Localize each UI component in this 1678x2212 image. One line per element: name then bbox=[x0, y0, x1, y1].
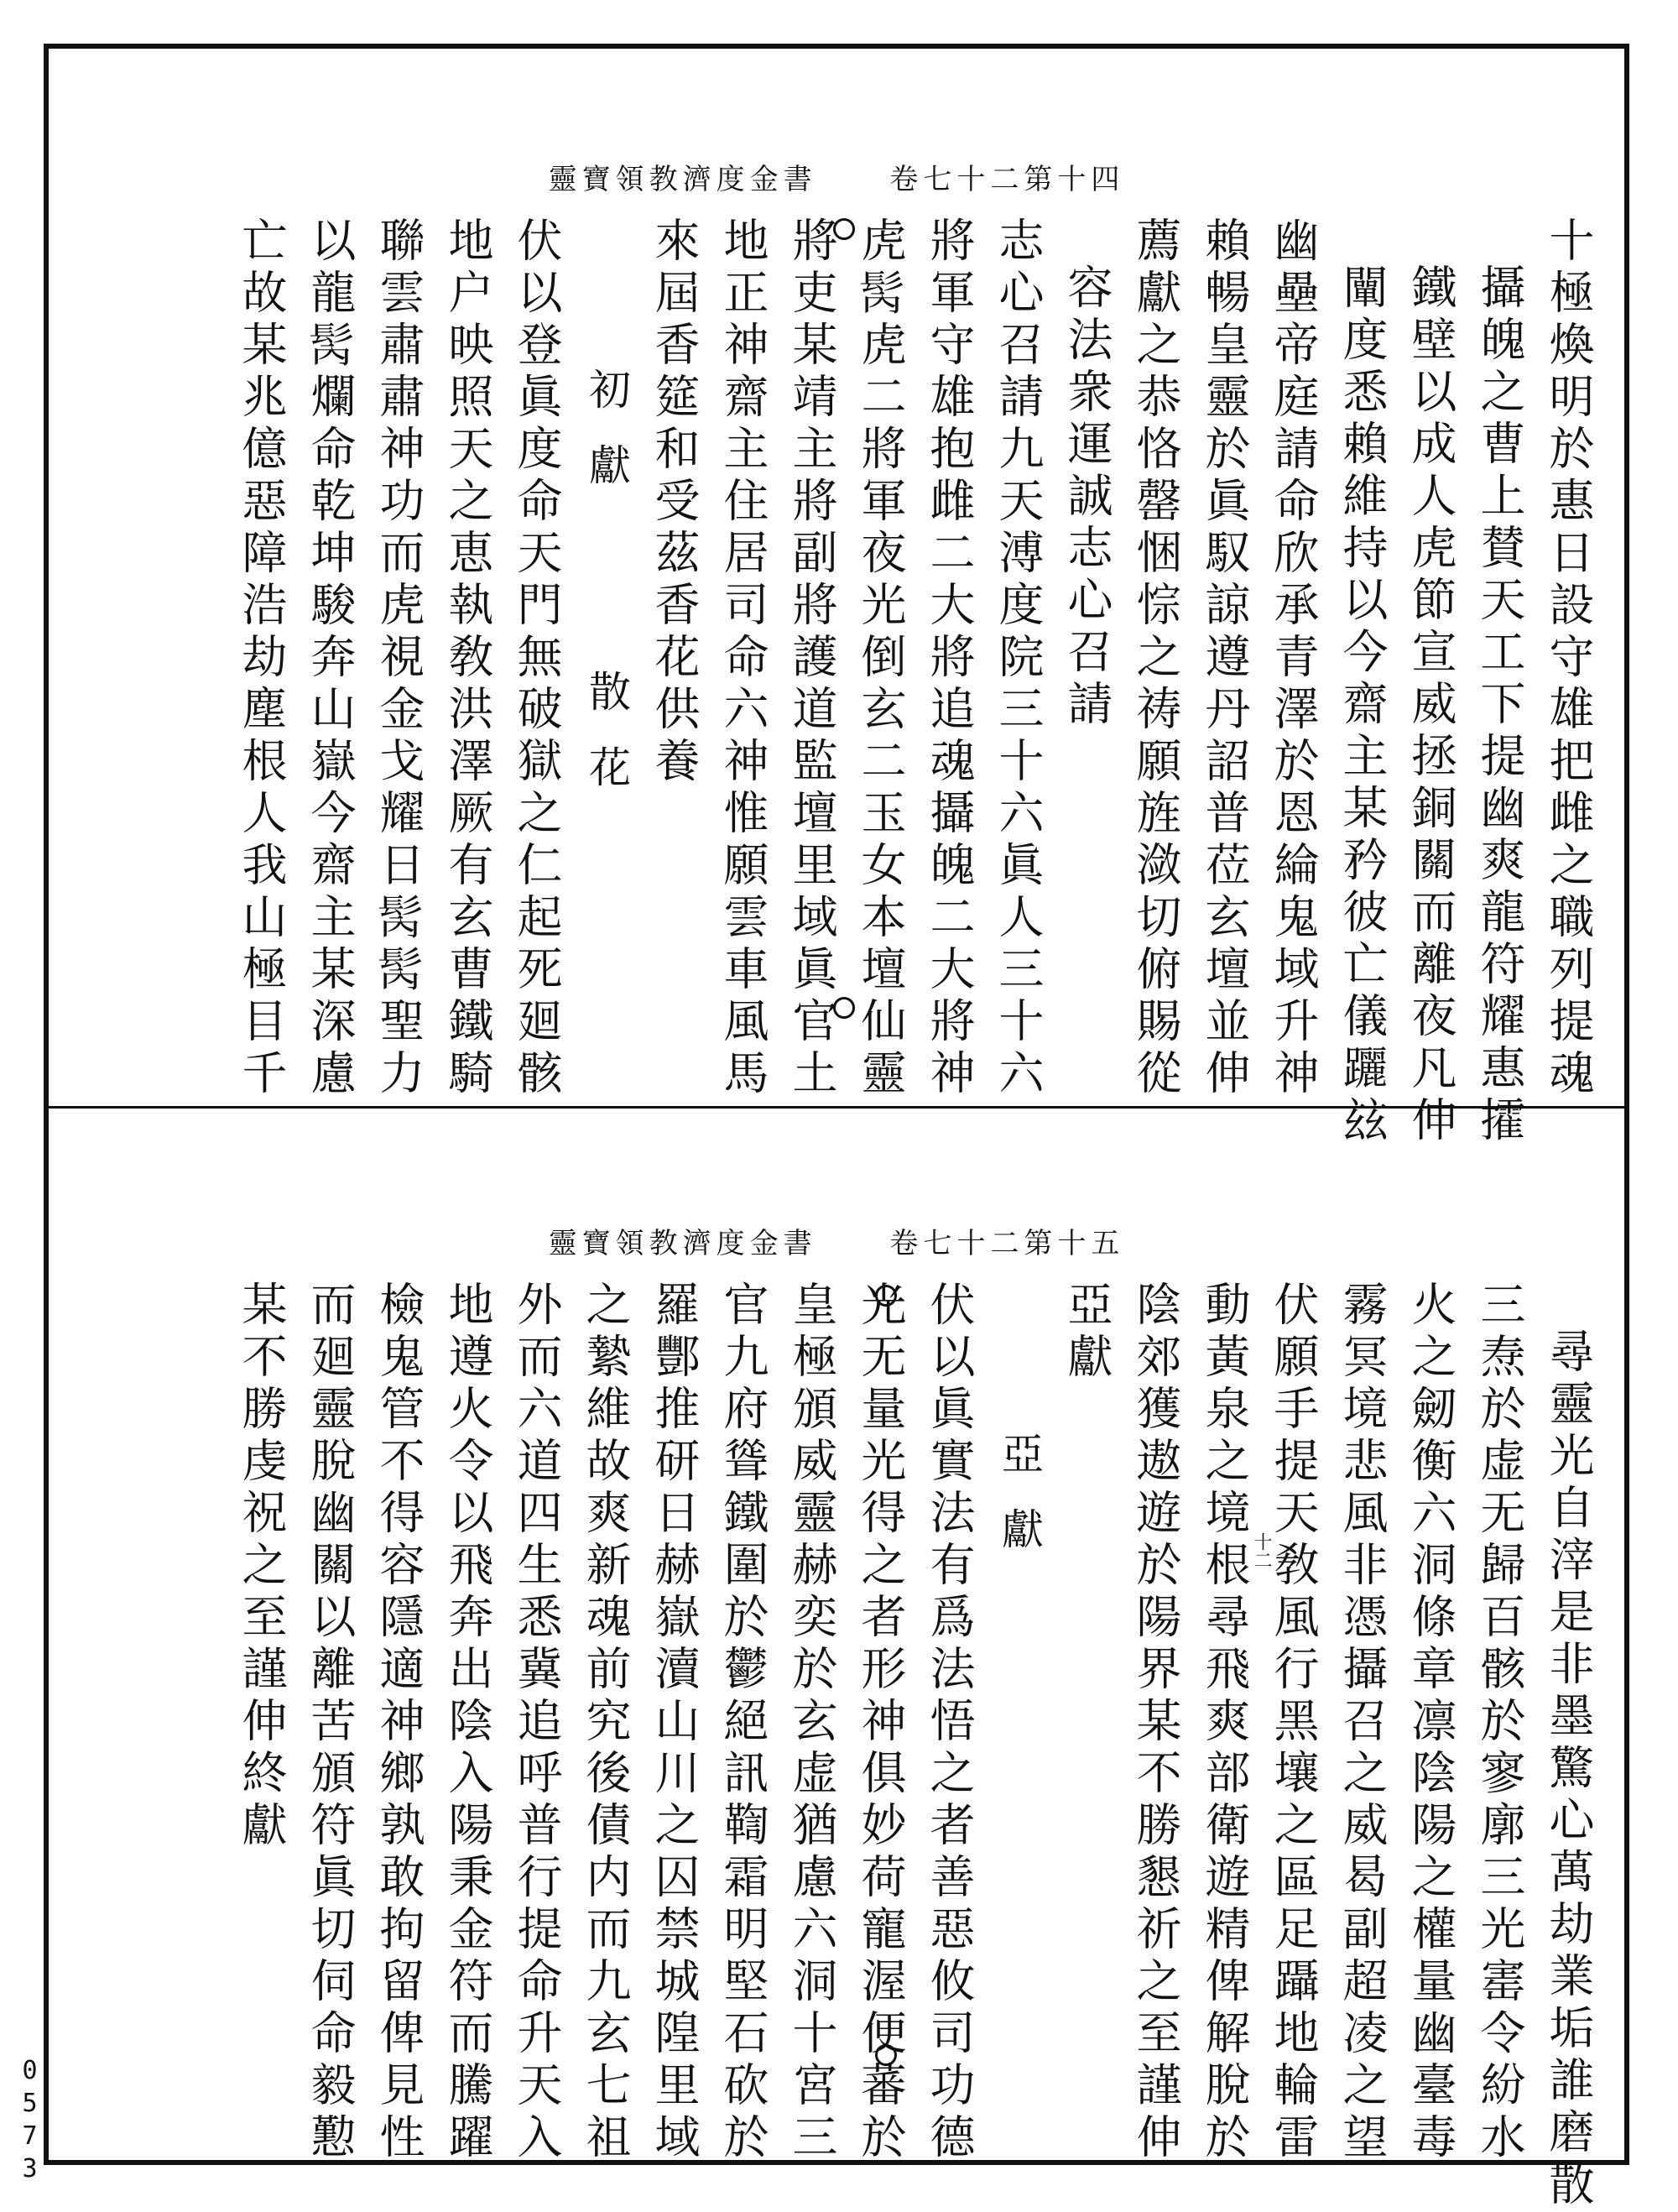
bottom-panel bbox=[49, 1113, 1624, 2212]
text-column: 幽壘帝庭請命欣承青澤於恩綸鬼域升神 bbox=[1267, 217, 1320, 1101]
running-head-volume: 卷七十二第十四 bbox=[889, 163, 1125, 196]
section-heading: 初獻 散花 bbox=[582, 368, 631, 821]
page-edge-number: 0573 bbox=[15, 2056, 44, 2187]
panel-divider bbox=[49, 1106, 1624, 1109]
text-column: 來屆香筵和受茲香花供養 bbox=[648, 217, 701, 789]
text-column: 亡故某兆億惡障浩劫塵根人我山極目千 bbox=[235, 217, 288, 1101]
text-column: 檢鬼管不得容隱適神鄉孰敢拘留俾見性 bbox=[373, 1281, 425, 2165]
text-column: 官九府聳鐵圍於鬱絕訊鞫霜明堅石砍於 bbox=[717, 1281, 769, 2165]
text-column: 攝魄之曹上賛天工下提幽爽龍符耀惠攉 bbox=[1473, 263, 1526, 1148]
text-column: 而廻靈脫幽關以離苦頒符眞切伺命毅懃 bbox=[304, 1281, 357, 2165]
text-column: 志心召請九天溥度院三十六眞人三十六 bbox=[992, 217, 1045, 1101]
running-head-title: 靈寶領教濟度金書 bbox=[548, 163, 817, 196]
text-column: 十極煥明於惠日設守雄把雌之職列提魂 bbox=[1542, 217, 1595, 1101]
running-head-top bbox=[49, 156, 1624, 197]
marginal-note: 十二 bbox=[1251, 1532, 1272, 1569]
text-column: 地正神齋主住居司命六神惟願雲車風馬 bbox=[717, 217, 769, 1101]
text-column: 羅酆推研日赫嶽瀆山川之囚禁城隍里域 bbox=[648, 1281, 701, 2165]
text-column: 闡度悉賴維持以今齋主某矜彼亡儀躧玆 bbox=[1336, 263, 1389, 1148]
top-panel bbox=[49, 49, 1624, 1148]
circle-mark bbox=[833, 997, 855, 1019]
text-column: 薦獻之恭恪罄悃悰之祷願旌潋切俯賜從 bbox=[1129, 217, 1182, 1101]
text-column: 將軍守雄抱雌二大將追魂攝魄二大將神 bbox=[923, 217, 976, 1101]
text-column: 某不勝虔祝之至謹伸終獻 bbox=[235, 1281, 288, 1853]
text-column: 容法衆運誠志心召請 bbox=[1060, 263, 1113, 732]
text-column: 外而六道四生悉冀追呼普行提命升天入 bbox=[510, 1281, 563, 2165]
text-columns-bottom bbox=[82, 1281, 1595, 2212]
running-head-volume: 卷七十二第十五 bbox=[889, 1227, 1125, 1260]
circle-mark bbox=[833, 218, 855, 240]
text-column: 賴暢皇靈於眞馭諒遵丹詔普莅玄壇並伸 bbox=[1198, 217, 1251, 1101]
text-column: 尋靈光自滓是非墨驚心萬劫業垢誰磨散 bbox=[1542, 1328, 1595, 2212]
text-column: 虎𩬀虎二將軍夜光倒玄二玉女本壇仙靈 bbox=[854, 217, 907, 1101]
text-column: 聯雲肅肅神功而虎視金戈耀日𩬀𩬀聖力 bbox=[373, 217, 425, 1101]
text-column: 陰郊獲遨遊於陽界某不勝懇祈之至謹伸 bbox=[1129, 1281, 1182, 2165]
running-head-title: 靈寶領教濟度金書 bbox=[548, 1227, 817, 1260]
text-column: 伏以眞實法有爲法悟之者善惡攸司功德 bbox=[923, 1281, 976, 2165]
text-column: 光无量光得之者形神俱妙荷寵渥便蕃於 bbox=[854, 1281, 907, 2165]
text-columns-top bbox=[82, 217, 1595, 1148]
text-column: 之縶維故爽新魂前究後債内而九玄七祖 bbox=[579, 1281, 632, 2165]
text-column: 地遵火令以飛奔出陰入陽秉金符而騰躍 bbox=[441, 1281, 494, 2165]
text-column: 皇極頒威靈赫奕於玄虚猶慮六洞十宮三 bbox=[785, 1281, 838, 2165]
running-head-bottom bbox=[49, 1220, 1624, 1261]
text-column: 以龍𩬀爛命乾坤駿奔山嶽今齋主某深慮 bbox=[304, 217, 357, 1101]
circle-mark bbox=[875, 2044, 897, 2066]
text-column: 三焘於虚无歸百骸於寥廓三光寚令紛水 bbox=[1473, 1281, 1526, 2165]
section-heading: 亞獻 bbox=[995, 1432, 1044, 1583]
text-column: 亞獻 bbox=[1060, 1281, 1113, 1385]
text-column: 伏以登眞度命天門無破獄之仁起死廻骸 bbox=[510, 217, 563, 1101]
text-column: 動黃泉之境根尋飛爽部衛遊精俾解脫於 bbox=[1198, 1281, 1251, 2165]
text-column: 鐵壁以成人虎節宣威拯銅關而離夜凡伸 bbox=[1404, 263, 1457, 1148]
text-column: 地户映照天之恵執敎洪澤厥有玄曹鐵騎 bbox=[441, 217, 494, 1101]
text-column: 火之劒衡六洞條章凛陰陽之權量幽臺毒 bbox=[1404, 1281, 1457, 2165]
circle-mark bbox=[875, 1285, 897, 1307]
text-column: 伏願手提天敎風行黑壤之區足躡地輪雷 bbox=[1267, 1281, 1320, 2165]
text-column: 將吏某靖主將副將護道監壇里域眞官土 bbox=[785, 217, 838, 1101]
text-column: 霧冥境悲風非憑攝召之威曷副超凌之望 bbox=[1336, 1281, 1389, 2165]
